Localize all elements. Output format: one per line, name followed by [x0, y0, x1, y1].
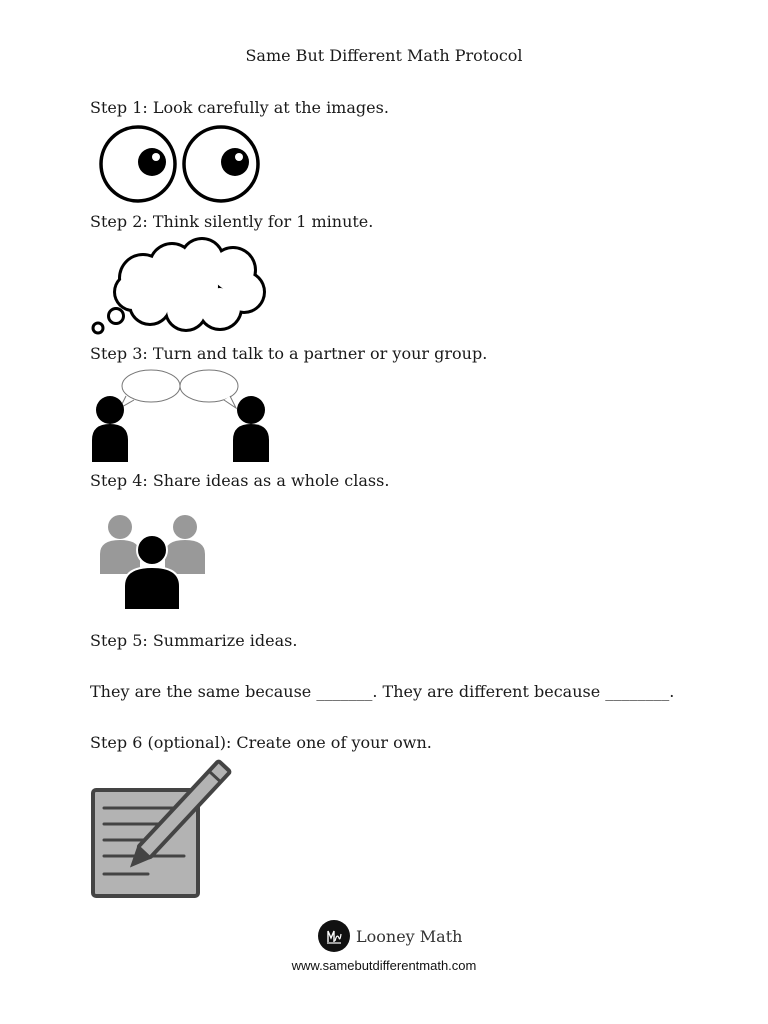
step-4-text: Step 4: Share ideas as a whole class. [90, 471, 390, 490]
footer-url[interactable]: www.samebutdifferentmath.com [291, 958, 477, 973]
step-3-text: Step 3: Turn and talk to a partner or your group. [90, 344, 488, 363]
step-6-text: Step 6 (optional): Create one of your own. [90, 733, 432, 752]
footer-brand: Looney Math [356, 926, 463, 946]
looney-math-logo-icon [318, 920, 350, 952]
group-icon [96, 512, 212, 614]
looney-math-logo [318, 920, 462, 952]
two-people-talking-icon [88, 366, 273, 464]
summary-sentence: They are the same because _______. They are different because ________. [90, 682, 675, 701]
eyes-icon [96, 122, 266, 206]
step-1-text: Step 1: Look carefully at the images. [90, 98, 389, 117]
thought-bubble-icon [88, 236, 273, 338]
step-5-text: Step 5: Summarize ideas. [90, 631, 298, 650]
speech-bubble-right-icon [180, 370, 238, 408]
pencil-paper-icon [88, 756, 233, 902]
person-right-icon [233, 396, 269, 462]
step-2-text: Step 2: Think silently for 1 minute. [90, 212, 374, 231]
speech-bubble-left-icon [120, 370, 180, 408]
person-left-icon [92, 396, 128, 462]
page-title: Same But Different Math Protocol [245, 46, 523, 65]
